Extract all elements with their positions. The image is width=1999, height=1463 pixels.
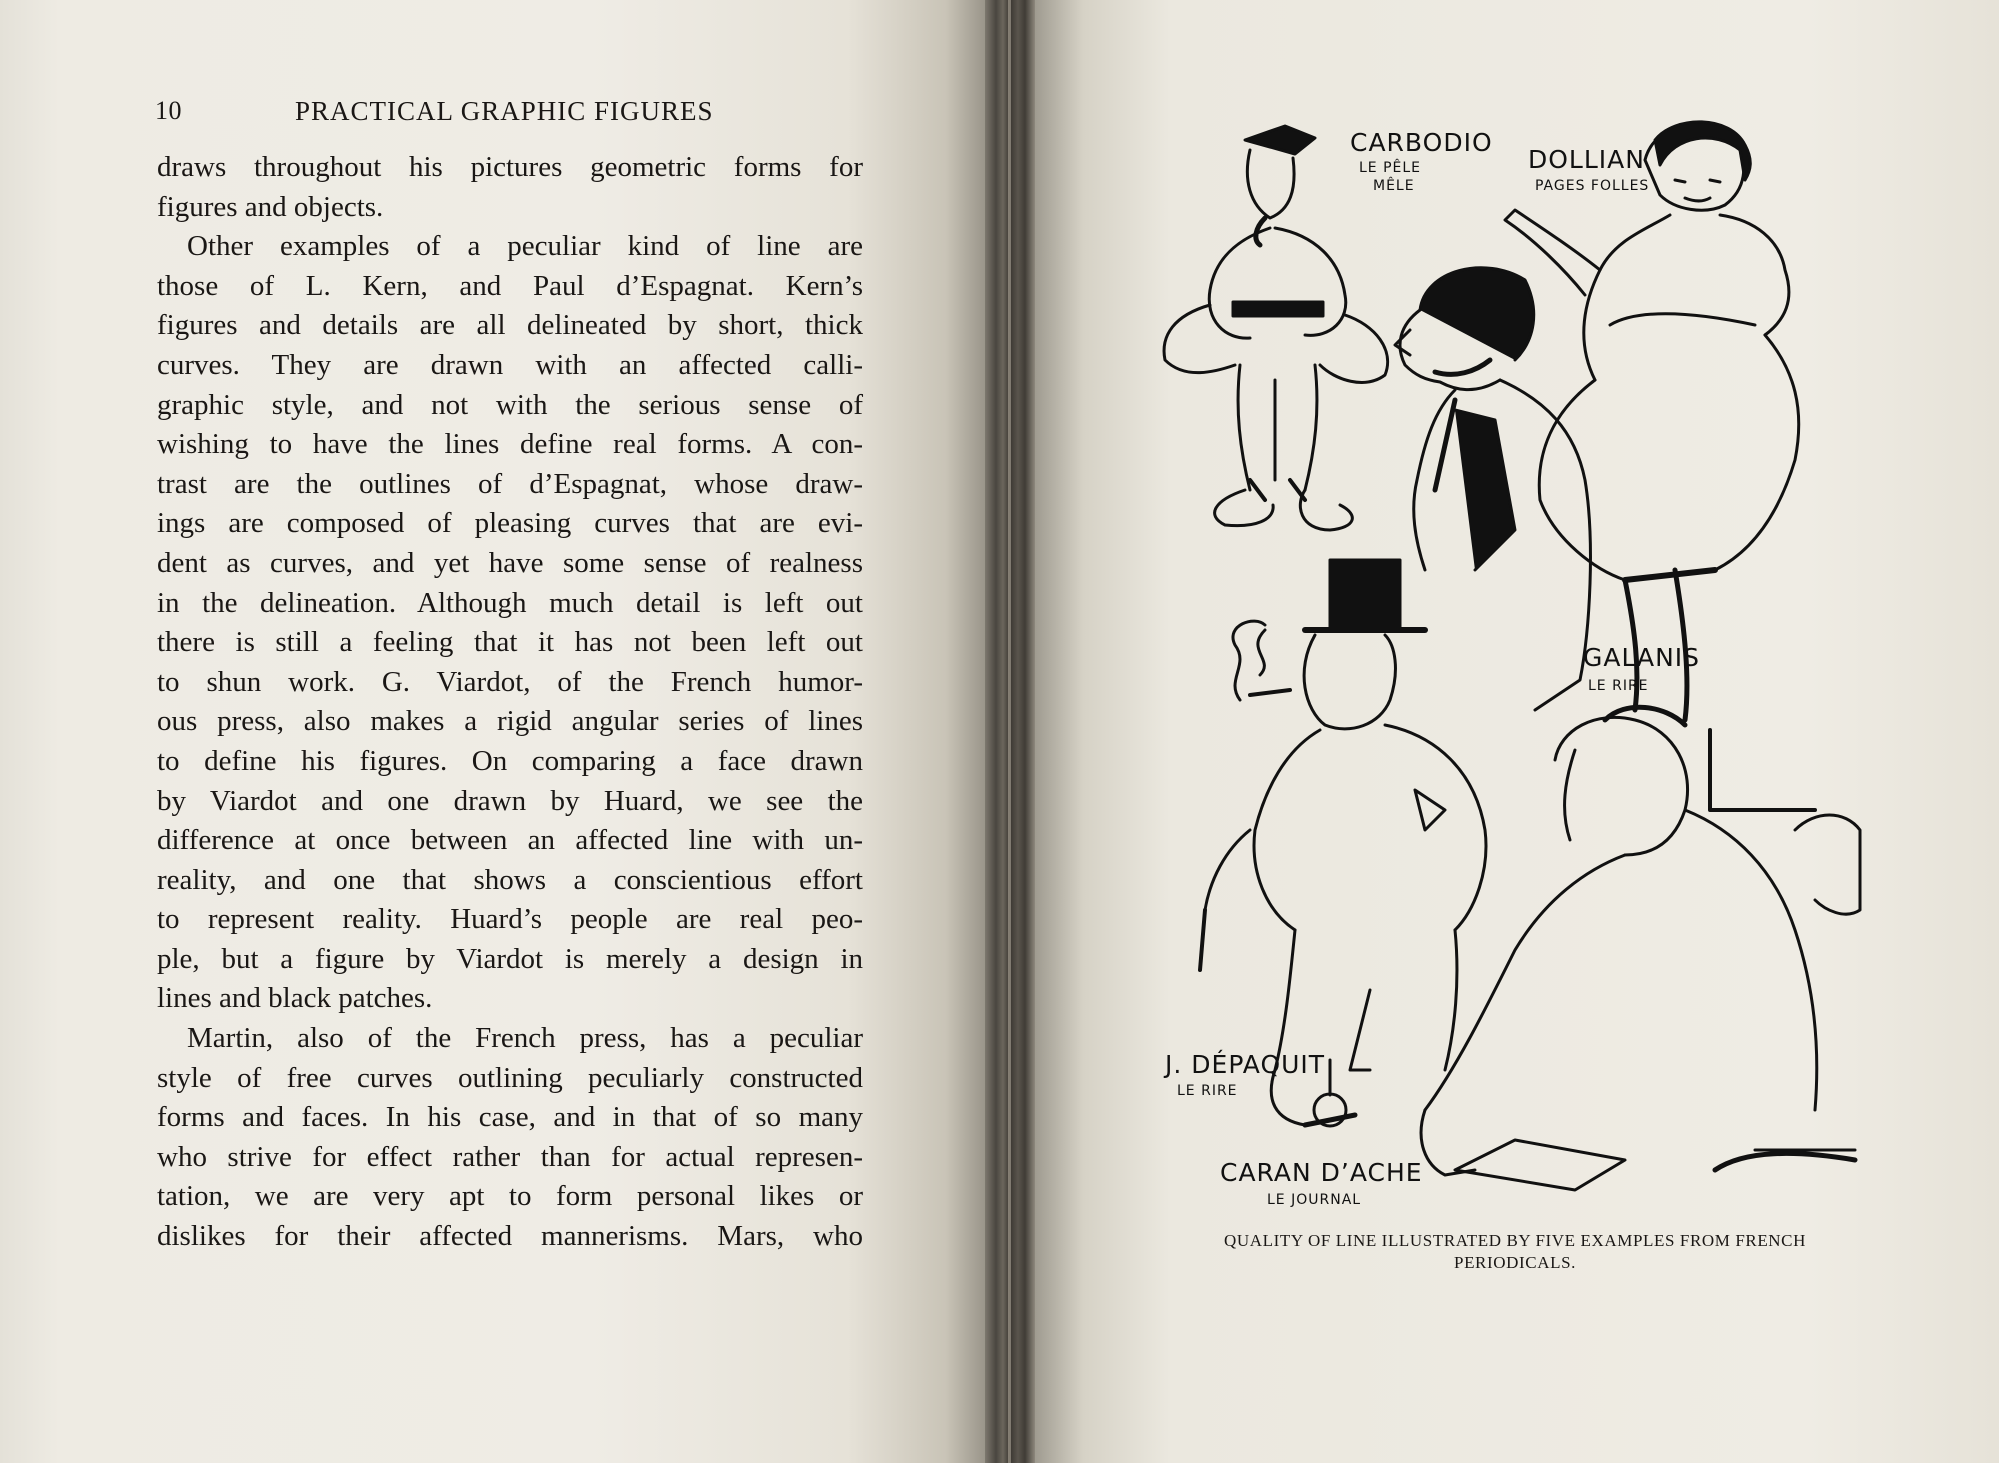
label-caran-dache: CARAN D’ACHE	[1220, 1158, 1423, 1187]
text-line: to shun work. G. Viardot, of the French humor-	[157, 665, 863, 698]
label-carbodio-publication-2: MÊLE	[1373, 178, 1415, 194]
text-line: forms and faces. In his case, and in that of so many	[157, 1101, 863, 1134]
text-line: figures and details are all delineated by short, thick	[157, 309, 863, 342]
text-line: in the delineation. Although much detail is left out	[157, 586, 863, 619]
text-line: ous press, also makes a rigid angular series of lines	[157, 705, 863, 738]
label-depaquit: J. DÉPAQUIT	[1165, 1050, 1326, 1079]
text-line: dislikes for their affected mannerisms. Mars, who	[157, 1220, 863, 1253]
text-line: curves. They are drawn with an affected calli-	[157, 348, 863, 381]
text-line: by Viardot and one drawn by Huard, we see the	[157, 784, 863, 817]
caran-dache-man-figure	[1421, 707, 1860, 1190]
label-caran-dache-publication: LE JOURNAL	[1267, 1192, 1362, 1208]
label-dollian: DOLLIAN	[1528, 145, 1645, 174]
label-carbodio-publication-1: LE PÊLE	[1359, 160, 1422, 176]
text-line: difference at once between an affected line with un-	[157, 824, 863, 857]
text-line: who strive for effect rather than for actual represen-	[157, 1140, 863, 1173]
left-page	[0, 0, 985, 1463]
binding-thread	[1008, 0, 1011, 1463]
text-line: trast are the outlines of d’Espagnat, whose draw-	[157, 467, 863, 500]
text-line: to represent reality. Huard’s people are real peo-	[157, 903, 863, 936]
carbodio-soldier-figure	[1164, 126, 1388, 530]
text-line: to define his figures. On comparing a face drawn	[157, 744, 863, 777]
text-line: ings are composed of pleasing curves that are evi-	[157, 507, 863, 540]
text-line: draws throughout his pictures geometric forms for	[157, 151, 863, 183]
body-text	[157, 148, 863, 1257]
text-line: ple, but a figure by Viardot is merely a design in	[157, 942, 863, 975]
book-gutter	[985, 0, 1035, 1463]
text-line: dent as curves, and yet have some sense of realness	[157, 546, 863, 579]
caption-line-2: PERIODICALS.	[1454, 1253, 1576, 1272]
caption-line-1: QUALITY OF LINE ILLUSTRATED BY FIVE EXAMPLES FROM FRENCH	[1223, 1231, 1806, 1250]
label-depaquit-publication: LE RIRE	[1177, 1083, 1238, 1099]
caricature-illustration	[1155, 110, 1865, 1220]
figure-caption	[1140, 1230, 1890, 1274]
running-head-title: PRACTICAL GRAPHIC FIGURES	[295, 96, 714, 126]
text-line: wishing to have the lines define real forms. A con-	[157, 428, 863, 461]
dollian-woman-figure	[1505, 122, 1799, 720]
depaquit-tophat-figure	[1200, 560, 1486, 1125]
text-line: lines and black patches.	[157, 982, 433, 1015]
running-head	[155, 96, 855, 130]
text-line: Other examples of a peculiar kind of line are	[187, 230, 863, 263]
text-line: Martin, also of the French press, has a peculiar	[187, 1022, 863, 1055]
text-line: graphic style, and not with the serious sense of	[157, 388, 863, 421]
text-line: tation, we are very apt to form personal likes or	[157, 1180, 863, 1213]
page-number: 10	[155, 96, 182, 125]
galanis-man-figure	[1395, 268, 1590, 710]
text-line: style of free curves outlining peculiarly constructed	[157, 1061, 863, 1094]
text-line: figures and objects.	[157, 190, 384, 223]
text-line: reality, and one that shows a conscientious effort	[157, 863, 863, 896]
label-dollian-publication: PAGES FOLLES	[1535, 178, 1650, 194]
label-carbodio: CARBODIO	[1350, 128, 1493, 157]
label-galanis: GALANIS	[1583, 643, 1701, 672]
text-line: those of L. Kern, and Paul d’Espagnat. Kern’s	[157, 269, 863, 302]
label-galanis-publication: LE RIRE	[1588, 678, 1649, 694]
text-line: there is still a feeling that it has not been left out	[157, 626, 863, 659]
